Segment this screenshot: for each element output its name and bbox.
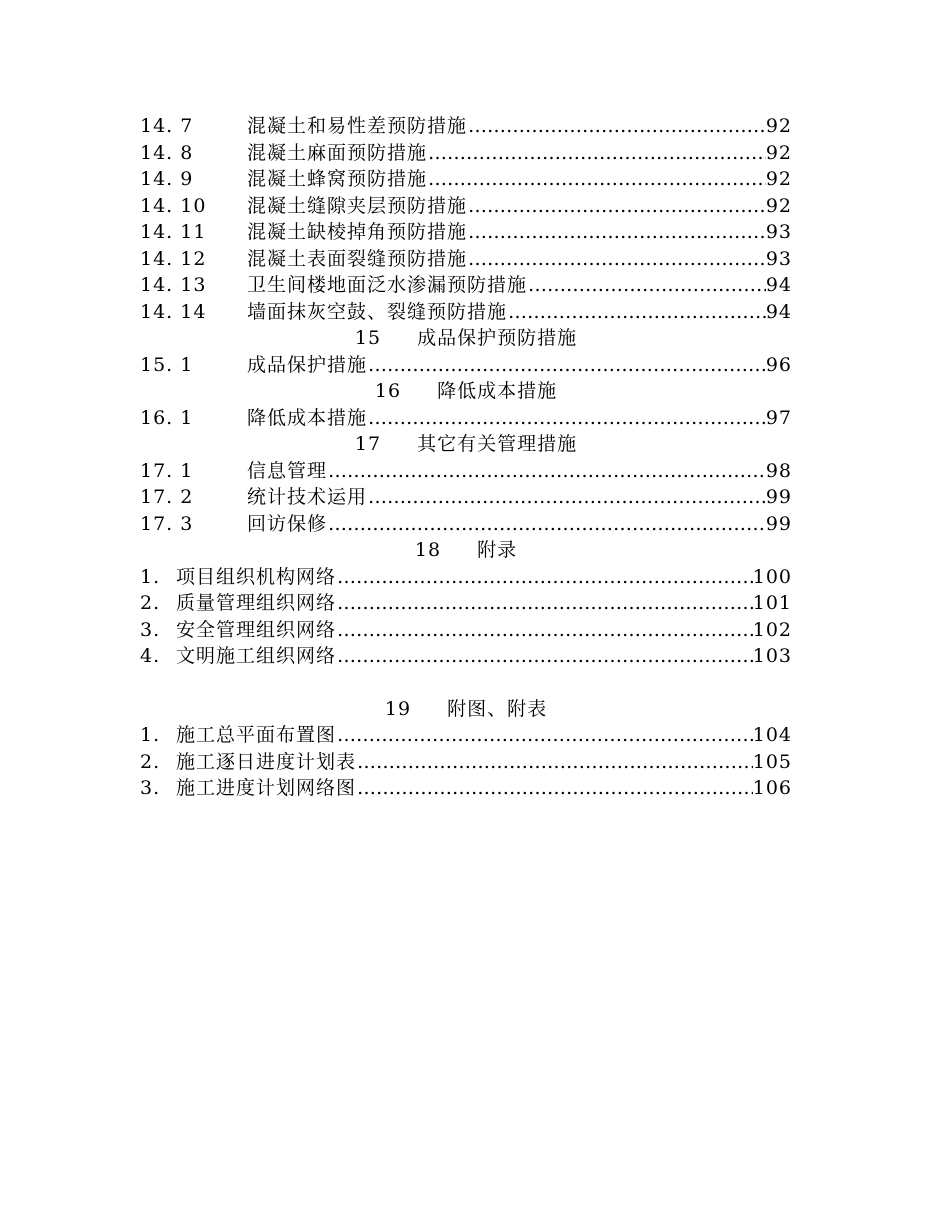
dot-leader (336, 643, 753, 670)
toc-entry[interactable] (140, 749, 792, 776)
dot-leader (427, 166, 766, 193)
entry-number: 14. 9 (140, 168, 194, 190)
heading-number: 18 (414, 539, 442, 561)
dot-leader (507, 299, 766, 326)
entry-title: 混凝土缺棱掉角预防措施 (247, 221, 468, 243)
entry-number: 2. (140, 750, 161, 773)
entry-page: 93 (765, 221, 792, 243)
entry-title: 混凝土表面裂缝预防措施 (247, 247, 468, 270)
entry-page: 106 (752, 777, 792, 799)
heading-title: 成品保护预防措施 (417, 327, 578, 349)
dot-leader (367, 405, 766, 432)
heading-number: 15 (354, 327, 382, 349)
entry-title: 施工逐日进度计划表 (176, 750, 357, 773)
toc-entry[interactable] (140, 113, 792, 140)
table-of-contents (140, 113, 792, 802)
section-heading-17[interactable] (140, 431, 792, 458)
dot-leader (327, 511, 766, 538)
entry-number: 17. 3 (140, 512, 194, 535)
section-heading-18[interactable] (140, 537, 792, 564)
entry-number: 14. 8 (140, 141, 194, 164)
toc-entry[interactable] (140, 272, 792, 299)
entry-page: 92 (765, 141, 792, 164)
toc-entry[interactable] (140, 166, 792, 193)
dot-leader (467, 246, 766, 273)
entry-number: 14. 10 (140, 194, 207, 217)
entry-page: 94 (765, 274, 792, 296)
dot-leader (336, 564, 753, 591)
dot-leader (367, 352, 766, 379)
toc-entry[interactable] (140, 246, 792, 273)
entry-number: 1. (140, 724, 161, 746)
entry-page: 94 (765, 300, 792, 323)
entry-number: 17. 2 (140, 486, 194, 508)
dot-leader (327, 458, 766, 485)
entry-number: 3. (140, 777, 161, 799)
entry-page: 98 (765, 459, 792, 482)
toc-entry[interactable] (140, 219, 792, 246)
entry-title: 降低成本措施 (247, 406, 368, 429)
entry-page: 103 (752, 645, 792, 667)
spacer (140, 670, 792, 696)
heading-title: 附图、附表 (447, 697, 548, 720)
entry-page: 101 (752, 592, 792, 614)
entry-page: 100 (752, 565, 792, 588)
entry-title: 墙面抹灰空鼓、裂缝预防措施 (247, 300, 508, 323)
heading-title: 其它有关管理措施 (417, 433, 578, 455)
dot-leader (336, 722, 753, 749)
entry-number: 14. 14 (140, 300, 207, 323)
toc-entry[interactable] (140, 722, 792, 749)
entry-number: 3. (140, 618, 161, 641)
entry-page: 92 (765, 168, 792, 190)
heading-number: 16 (374, 380, 402, 402)
entry-title: 统计技术运用 (247, 486, 368, 508)
toc-entry[interactable] (140, 458, 792, 485)
entry-number: 14. 13 (140, 274, 207, 296)
heading-title: 附录 (477, 539, 518, 561)
toc-entry[interactable] (140, 617, 792, 644)
heading-title: 降低成本措施 (437, 380, 558, 402)
toc-entry[interactable] (140, 193, 792, 220)
entry-title: 混凝土和易性差预防措施 (247, 115, 468, 137)
entry-title: 项目组织机构网络 (176, 565, 337, 588)
entry-number: 2. (140, 592, 161, 614)
entry-page: 93 (765, 247, 792, 270)
section-heading-15[interactable] (140, 325, 792, 352)
toc-entry[interactable] (140, 590, 792, 617)
toc-entry[interactable] (140, 299, 792, 326)
section-heading-16[interactable] (140, 378, 792, 405)
entry-title: 安全管理组织网络 (176, 618, 337, 641)
entry-number: 1. (140, 565, 161, 588)
heading-number: 17 (354, 433, 382, 455)
toc-entry[interactable] (140, 405, 792, 432)
toc-entry[interactable] (140, 643, 792, 670)
entry-page: 96 (765, 353, 792, 376)
dot-leader (356, 775, 753, 802)
toc-entry[interactable] (140, 484, 792, 511)
entry-title: 施工进度计划网络图 (176, 777, 357, 799)
entry-page: 102 (752, 618, 792, 641)
entry-page: 99 (765, 486, 792, 508)
entry-page: 105 (752, 750, 792, 773)
dot-leader (367, 484, 766, 511)
entry-number: 15. 1 (140, 353, 194, 376)
toc-entry[interactable] (140, 564, 792, 591)
dot-leader (336, 590, 753, 617)
entry-number: 4. (140, 645, 161, 667)
toc-entry[interactable] (140, 352, 792, 379)
entry-title: 信息管理 (247, 459, 328, 482)
dot-leader (336, 617, 753, 644)
toc-entry[interactable] (140, 775, 792, 802)
entry-title: 混凝土蜂窝预防措施 (247, 168, 428, 190)
entry-number: 14. 7 (140, 115, 194, 137)
entry-title: 成品保护措施 (247, 353, 368, 376)
entry-page: 92 (765, 115, 792, 137)
dot-leader (427, 140, 766, 167)
entry-page: 99 (765, 512, 792, 535)
toc-entry[interactable] (140, 511, 792, 538)
entry-page: 104 (752, 724, 792, 746)
dot-leader (467, 193, 766, 220)
entry-page: 97 (765, 406, 792, 429)
section-heading-19[interactable] (140, 696, 792, 723)
entry-title: 混凝土缝隙夹层预防措施 (247, 194, 468, 217)
dot-leader (527, 272, 766, 299)
dot-leader (467, 113, 766, 140)
entry-number: 14. 11 (140, 221, 207, 243)
entry-title: 文明施工组织网络 (176, 645, 337, 667)
entry-title: 质量管理组织网络 (176, 592, 337, 614)
dot-leader (467, 219, 766, 246)
entry-number: 17. 1 (140, 459, 194, 482)
entry-title: 混凝土麻面预防措施 (247, 141, 428, 164)
dot-leader (356, 749, 753, 776)
entry-title: 回访保修 (247, 512, 328, 535)
entry-number: 14. 12 (140, 247, 207, 270)
entry-title: 施工总平面布置图 (176, 724, 337, 746)
heading-number: 19 (384, 697, 412, 720)
toc-entry[interactable] (140, 140, 792, 167)
entry-title: 卫生间楼地面泛水渗漏预防措施 (247, 274, 528, 296)
entry-number: 16. 1 (140, 406, 194, 429)
entry-page: 92 (765, 194, 792, 217)
